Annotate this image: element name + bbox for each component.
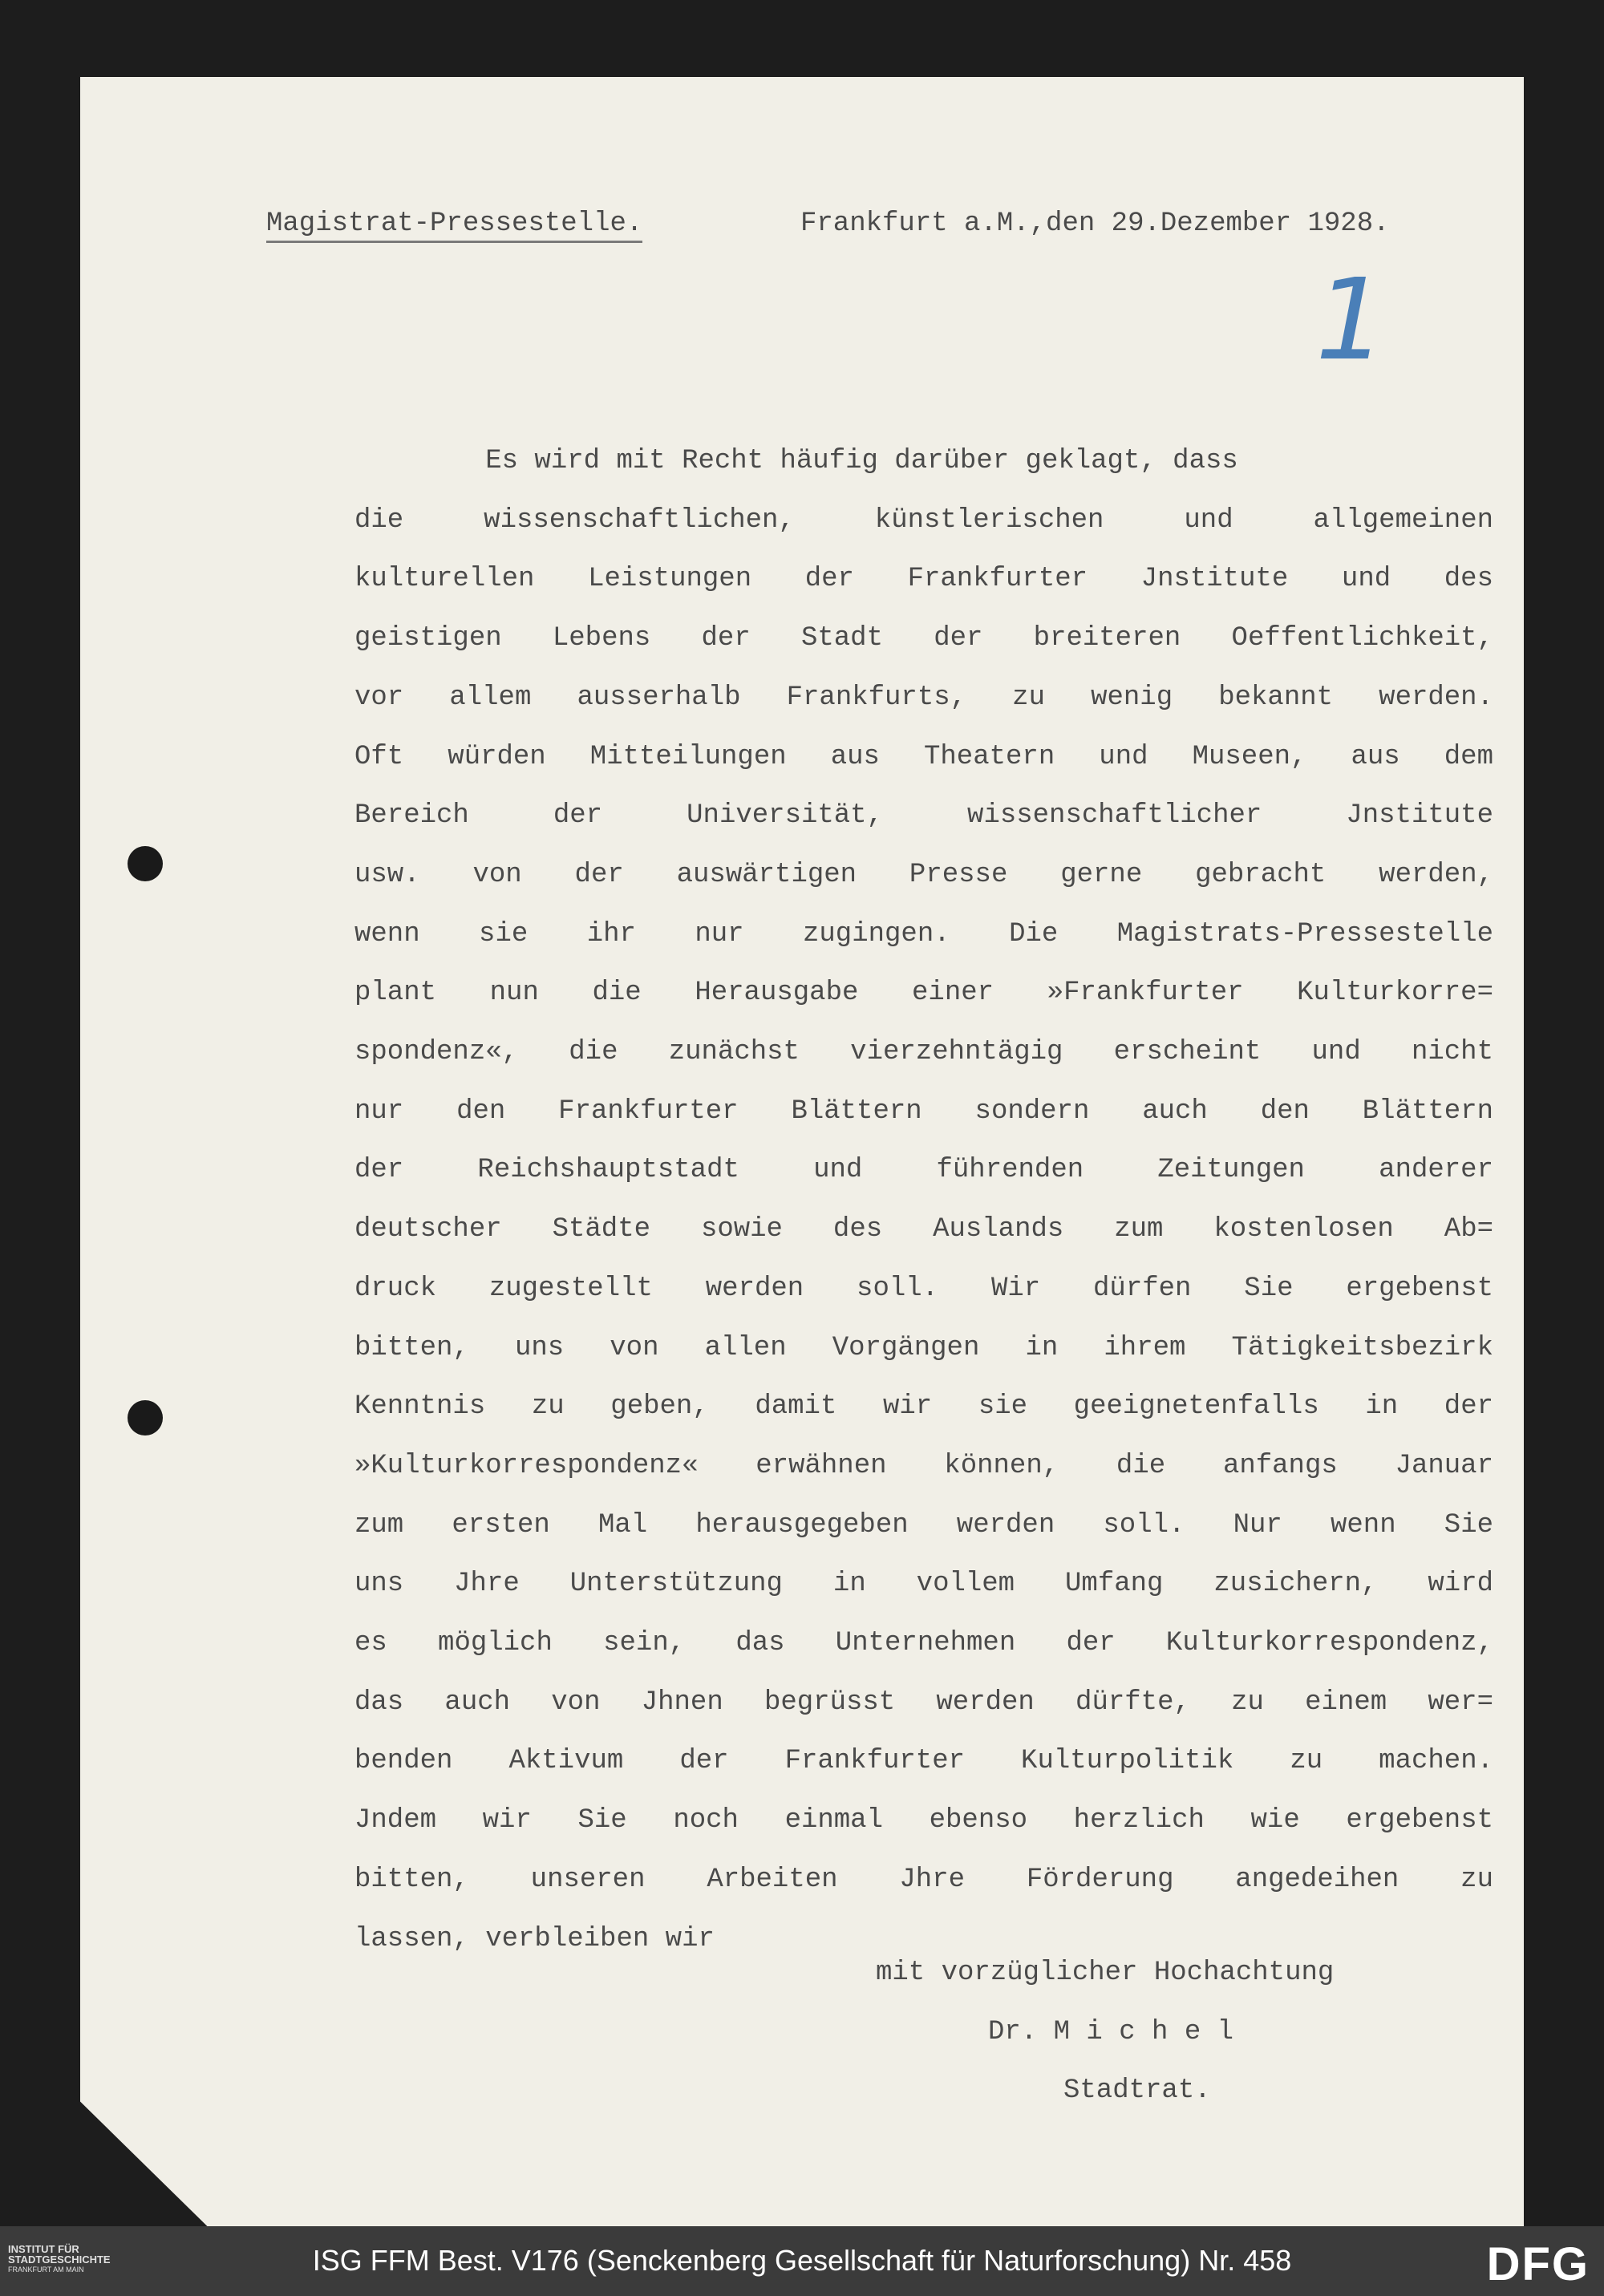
body-line: kulturellen Leistungen der Frankfurter Jnstitute und des	[354, 564, 1493, 595]
body-line: es möglich sein, das Unternehmen der Kulturkorrespondenz,	[354, 1628, 1493, 1658]
body-line: deutscher Städte sowie des Auslands zum kostenlosen Ab=	[354, 1214, 1493, 1245]
body-line: Oft würden Mitteilungen aus Theatern und Museen, aus dem	[354, 741, 1493, 772]
body-line: Jndem wir Sie noch einmal ebenso herzlich wie ergebenst	[354, 1805, 1493, 1836]
signatory-name: Dr. M i c h e l	[988, 2017, 1234, 2047]
signatory-title: Stadtrat.	[1063, 2075, 1211, 2106]
body-line: lassen, verbleiben wir	[354, 1923, 715, 1954]
body-line: vor allem ausserhalb Frankfurts, zu wenig bekannt werden.	[354, 682, 1493, 713]
body-line: usw. von der auswärtigen Presse gerne gebracht werden,	[354, 859, 1493, 890]
body-line: Bereich der Universität, wissenschaftlicher Jnstitute	[354, 800, 1493, 832]
body-line: der Reichshauptstadt und führenden Zeitungen anderer	[354, 1155, 1493, 1186]
body-line: geistigen Lebens der Stadt der breiteren Oeffentlichkeit,	[354, 623, 1493, 654]
archive-footer-bar	[0, 2226, 1604, 2296]
punch-hole-top	[128, 846, 163, 881]
place-date: Frankfurt a.M.,den 29.Dezember 1928.	[800, 209, 1390, 239]
sender-heading: Magistrat-Pressestelle.	[266, 210, 642, 243]
body-line: plant nun die Herausgabe einer »Frankfurter Kulturkorre=	[354, 978, 1493, 1009]
archive-caption: ISG FFM Best. V176 (Senckenberg Gesellschaft für Naturforschung) Nr. 458	[312, 2244, 1292, 2277]
body-line: benden Aktivum der Frankfurter Kulturpolitik zu machen.	[354, 1746, 1493, 1777]
body-line: Es wird mit Recht häufig darüber geklagt, dass	[354, 446, 1238, 476]
body-line: uns Jhre Unterstützung in vollem Umfang zusichern, wird	[354, 1569, 1493, 1600]
body-line: bitten, unseren Arbeiten Jhre Förderung angedeihen zu	[354, 1864, 1493, 1895]
folio-number: 1	[1315, 255, 1387, 386]
letter-page	[80, 77, 1524, 2226]
body-line: spondenz«, die zunächst vierzehntägig erscheint und nicht	[354, 1037, 1493, 1067]
body-line: bitten, uns von allen Vorgängen in ihrem Tätigkeitsbezirk	[354, 1332, 1493, 1363]
dfg-logo: DFG	[1486, 2238, 1590, 2290]
body-line: wenn sie ihr nur zugingen. Die Magistrats-Pressestelle	[354, 918, 1493, 950]
body-line: nur den Frankfurter Blättern sondern auch den Blättern	[354, 1095, 1493, 1127]
body-line: das auch von Jhnen begrüsst werden dürfte, zu einem wer=	[354, 1687, 1493, 1718]
body-line: druck zugestellt werden soll. Wir dürfen Sie ergebenst	[354, 1273, 1493, 1304]
body-line: zum ersten Mal herausgegeben werden soll. Nur wenn Sie	[354, 1509, 1493, 1541]
punch-hole-bottom	[128, 1400, 163, 1436]
body-line: Kenntnis zu geben, damit wir sie geeignetenfalls in der	[354, 1391, 1493, 1423]
institute-line-3: FRANKFURT AM MAIN	[8, 2266, 84, 2274]
body-line: »Kulturkorrespondenz« erwähnen können, die anfangs Januar	[354, 1450, 1493, 1481]
institute-line-1: INSTITUT FÜR	[8, 2243, 79, 2255]
closing-phrase: mit vorzüglicher Hochachtung	[876, 1958, 1335, 1988]
institute-line-2: STADTGESCHICHTE	[8, 2253, 111, 2266]
body-line: die wissenschaftlichen, künstlerischen und allgemeinen	[354, 504, 1493, 536]
